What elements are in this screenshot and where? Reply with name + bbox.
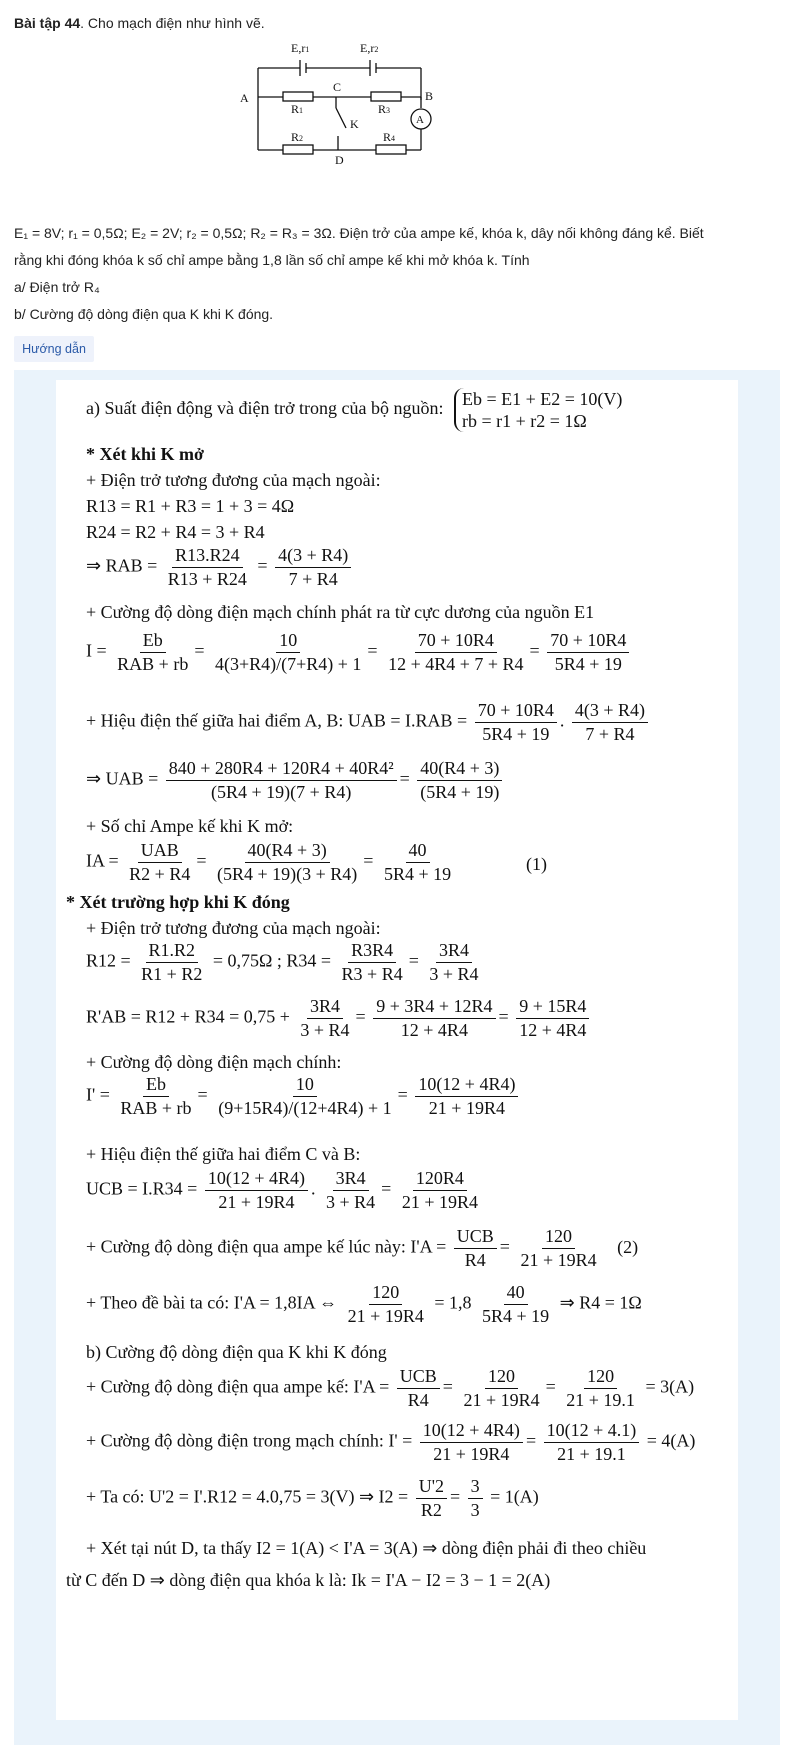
svg-text:R1: R1 [291, 102, 304, 116]
hint-button[interactable]: Hướng dẫn [14, 336, 94, 362]
sol-line: từ C đến D ⇒ dòng điện qua khóa k là: Ik = I'A − I2 = 3 − 1 = 2(A) [66, 1570, 551, 1590]
svg-text:A: A [240, 91, 249, 105]
problem-title: Bài tập 44. Cho mạch điện như hình vẽ. [14, 15, 265, 31]
sol-solve-r4: + Theo đề bài ta có: I'A = 1,8IA ⇔ $\frac{120}{21 + 19R4}$ = 1,8 $\frac{40}{5R4 + 19}$ ⇒ R4 = 1Ω [86, 1282, 642, 1326]
circuit-diagram [240, 40, 448, 170]
sol-case-open: * Xét khi K mở [86, 444, 204, 464]
given-line-1: E₁ = 8V; r₁ = 0,5Ω; E₂ = 2V; r₂ = 0,5Ω; R₂ = R₃ = 3Ω. Điện trở của ampe kế, khóa k, dây nối không đáng kể. Biết [14, 225, 704, 241]
sol-line: + Cường độ dòng điện mạch chính phát ra từ cực dương của nguồn E1 [86, 602, 595, 622]
sol-rab: ⇒ RAB = $\frac{R13.R24}{R13 + R24}$ = $\frac{4(3 + R4)}{7 + R4}$ [86, 545, 354, 590]
sol-current-main-closed: I' = $\frac{Eb}{\text{RAB + rb}}$ = $\frac{10}{(9+15R4)/(12+4R4) + 1}$ = $\frac{10(12 + 4R4)}{21 + 19R4}$ [86, 1074, 521, 1119]
sol-line: R13 = R1 + R3 = 1 + 3 = 4Ω [86, 496, 295, 516]
sol-ia-open: IA = $\frac{\text{UAB}}{R2 + R4}$ = $\frac{40(R4 + 3)}{(5R4 + 19)(3 + R4)}$ = $\frac{40}{5R4 + 19}$ [86, 840, 452, 884]
sol-uab-result: ⇒ UAB = $\frac{\text{840 + 280R4 + 120R4 + 40R4²}}{(5R4 + 19)(7 + R4)}$ = $\frac{40(R4 + 3)}{(5R4 + 19)}$ [86, 758, 505, 803]
svg-text:A: A [416, 114, 424, 126]
sol-ia-closed: + Cường độ dòng điện qua ampe kế lúc này: I'A = $\frac{\text{UCB}}{R4}$ = $\frac{120}{21 + 19R4}$ (2) [86, 1226, 639, 1270]
sol-rab-closed: R'AB = R12 + R34 = 0,75 + $\frac{3R4}{3 + R4}$ = $\frac{9 + 3R4 + 12R4}{12 + 4R4}$ = $\frac{9 + 15R4}{12 + 4R4}$ [86, 996, 592, 1041]
sol-line: + Số chỉ Ampe kế khi K mở: [86, 816, 294, 836]
sol-ia-value: + Cường độ dòng điện qua ampe kế: I'A = $\frac{\text{UCB}}{R4}$ = $\frac{120}{21 + 19R4}$ = $\frac{120}{21 + 19.1}$ = 3(A) [86, 1366, 695, 1410]
sol-line: + Hiệu điện thế giữa hai điểm C và B: [86, 1144, 361, 1164]
svg-text:D: D [335, 153, 344, 167]
question-a: a/ Điện trở R₄ [14, 279, 100, 295]
sol-ucb: UCB = I.R34 = $\frac{10(12 + 4R4)}{21 + 19R4}$ . $\frac{3R4}{3 + R4}$ = $\frac{120R4}{21 + 19R4}$ [86, 1168, 478, 1212]
sol-i2-value: + Ta có: U'2 = I'.R12 = 4.0,75 = 3(V) ⇒ I2 = $\frac{U'2}{R2}$ = $\frac{3}{3}$ = 1(A) [86, 1476, 539, 1520]
sol-line: + Điện trở tương đương của mạch ngoài: [86, 470, 381, 490]
svg-text:E,r1: E,r1 [291, 41, 310, 55]
given-data [14, 220, 784, 328]
svg-text:R4: R4 [383, 130, 396, 144]
sol-part-b: b) Cường độ dòng điện qua K khi K đóng [86, 1342, 387, 1362]
solution-image [56, 380, 738, 1720]
svg-text:E,r2: E,r2 [360, 41, 379, 55]
sol-case-closed: * Xét trường hợp khi K đóng [66, 892, 290, 912]
svg-text:R3: R3 [378, 102, 391, 116]
sol-line: R24 = R2 + R4 = 3 + R4 [86, 522, 265, 542]
given-line-2: rằng khi đóng khóa k số chỉ ampe bằng 1,8 lần số chỉ ampe kế khi mở khóa k. Tính [14, 252, 530, 268]
question-b: b/ Cường độ dòng điện qua K khi K đóng. [14, 306, 274, 322]
problem-statement [14, 10, 784, 36]
svg-text:C: C [333, 80, 342, 94]
sol-i-main-value: + Cường độ dòng điện trong mạch chính: I' = $\frac{10(12 + 4R4)}{21 + 19R4}$ = $\frac{10(12 + 4.1)}{21 + 19.1}$ = 4(A) [86, 1420, 696, 1464]
sol-source-intro: a) Suất điện động và điện trở trong của bộ nguồn: Eb = E1 + E2 = 10(V) rb = r1 + r2 = 1Ω [86, 389, 623, 431]
svg-text:B: B [425, 89, 434, 103]
sol-uab: + Hiệu điện thế giữa hai điểm A, B: UAB = I.RAB = $\frac{70 + 10R4}{5R4 + 19}$ . $\frac{4(3 + R4)}{7 + R4}$ [86, 700, 651, 745]
sol-line: + Xét tại nút D, ta thấy I2 = 1(A) < I'A = 3(A) ⇒ dòng điện phải đi theo chiều [86, 1538, 647, 1558]
sol-line: + Điện trở tương đương của mạch ngoài: [86, 918, 381, 938]
sol-r12-r34: R12 = $\frac{R1.R2}{R1 + R2}$ = 0,75Ω ; R34 = $\frac{R3R4}{R3 + R4}$ = $\frac{3R4}{3 + R4}$ [86, 940, 479, 984]
sol-current-main: I = $\frac{Eb}{\text{RAB + rb}}$ = $\frac{10}{4(3+R4)/(7+R4) + 1}$ = $\frac{70 + 10R4}{12 + 4R4 + 7 + R4}$ = $\frac{70 + 10R4}{5R4 + 19}$ [86, 630, 632, 675]
svg-text:R2: R2 [291, 130, 304, 144]
sol-line: + Cường độ dòng điện mạch chính: [86, 1052, 342, 1072]
eq-tag-1: (1) [526, 854, 547, 874]
svg-text:K: K [350, 117, 359, 131]
